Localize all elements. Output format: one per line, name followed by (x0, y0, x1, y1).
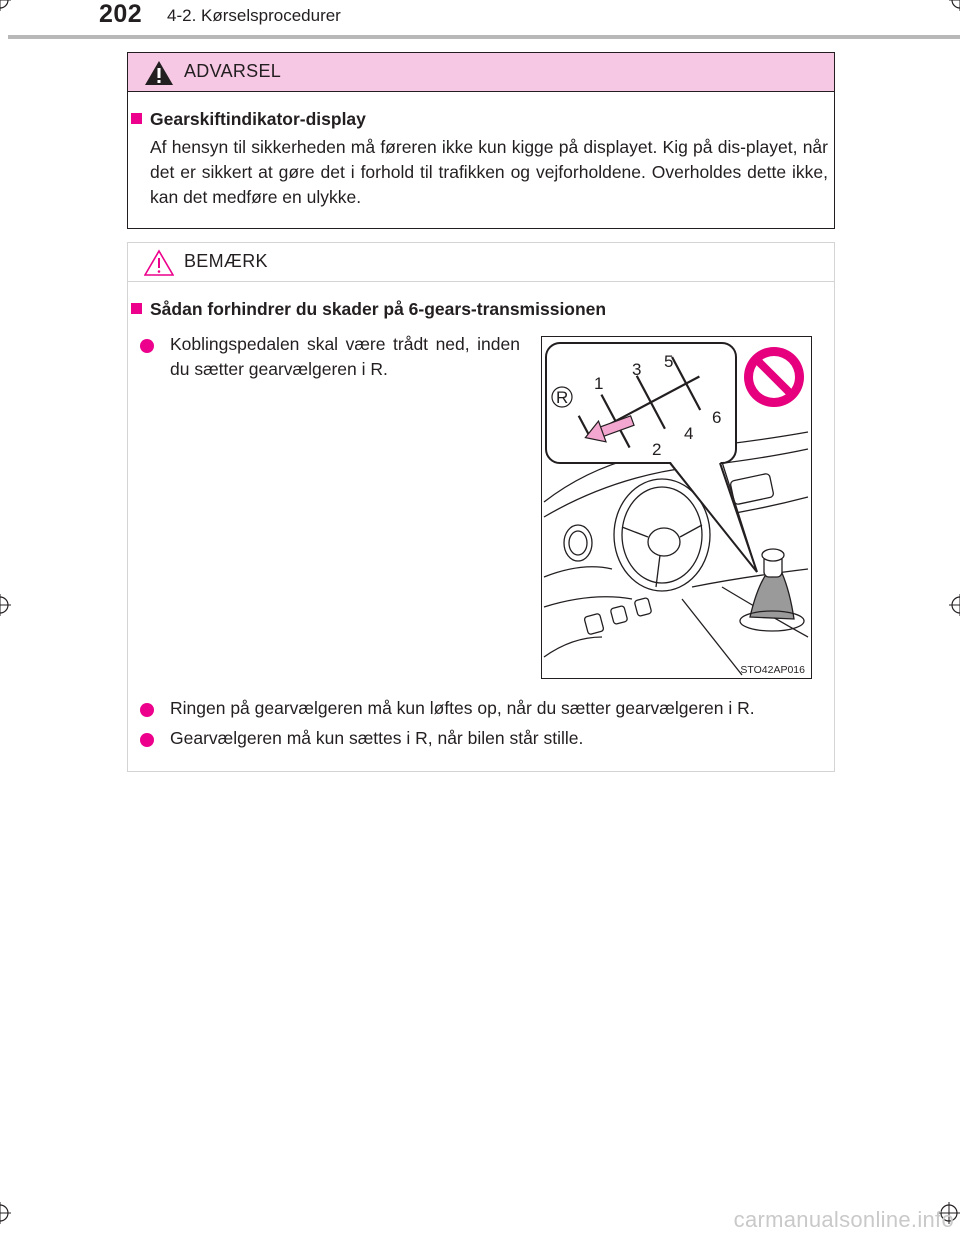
gear-label-1: 1 (594, 374, 604, 393)
warning-title: ADVARSEL (184, 61, 282, 81)
illustration-code: STO42AP016 (740, 664, 805, 676)
gear-label-2: 2 (652, 440, 662, 459)
warning-triangle-icon (144, 59, 174, 87)
page-number: 202 (99, 0, 143, 28)
section-title: 4-2. Kørselsprocedurer (167, 6, 341, 25)
bullet-dot-icon (140, 703, 154, 717)
note-title: BEMÆRK (184, 251, 268, 271)
square-bullet-icon (131, 113, 142, 124)
gear-label-4: 4 (684, 424, 694, 443)
note-bullet-2: Ringen på gearvælgeren må kun løftes op, når du sætter gearvælgeren i R. (170, 698, 755, 718)
crop-mark-icon (0, 0, 11, 11)
gear-label-5: 5 (664, 352, 674, 371)
crop-mark-icon (0, 1202, 11, 1224)
note-header (128, 243, 834, 282)
warning-heading-text: Gearskiftindikator-display (150, 109, 366, 129)
note-bullet-1: Koblingspedalen skal være trådt ned, inden du sætter gearvælgeren i R. (170, 334, 520, 379)
header-rule (8, 35, 960, 39)
caution-triangle-icon (144, 249, 174, 277)
prohibition-icon (744, 347, 804, 407)
gear-label-6: 6 (712, 408, 722, 427)
crop-mark-icon (949, 594, 960, 616)
dashboard-drawing (542, 337, 810, 677)
gear-label-3: 3 (632, 360, 642, 379)
bullet-dot-icon (140, 733, 154, 747)
warning-header (128, 53, 834, 92)
crop-mark-icon (0, 594, 11, 616)
gear-shift-illustration (541, 336, 812, 679)
warning-box (127, 52, 835, 229)
square-bullet-icon (131, 303, 142, 314)
note-heading-text: Sådan forhindrer du skader på 6-gears-transmissionen (150, 299, 607, 319)
note-bullet-3: Gearvælgeren må kun sættes i R, når bilen står stille. (170, 728, 584, 748)
warning-text: Af hensyn til sikkerheden må føreren ikke kun kigge på displayet. Kig på dis-playet, når det er sikkert at gøre det i forhold til trafikken og vejforholdene. Overholdes dette ikke, kan det medføre en ulykke. (150, 137, 828, 207)
warning-heading (131, 109, 366, 130)
footer-watermark[interactable]: carmanualsonline.info (733, 1207, 954, 1232)
note-heading (131, 299, 606, 320)
crop-mark-icon (949, 0, 960, 11)
bullet-dot-icon (140, 339, 154, 353)
gear-label-r: R (556, 388, 569, 407)
